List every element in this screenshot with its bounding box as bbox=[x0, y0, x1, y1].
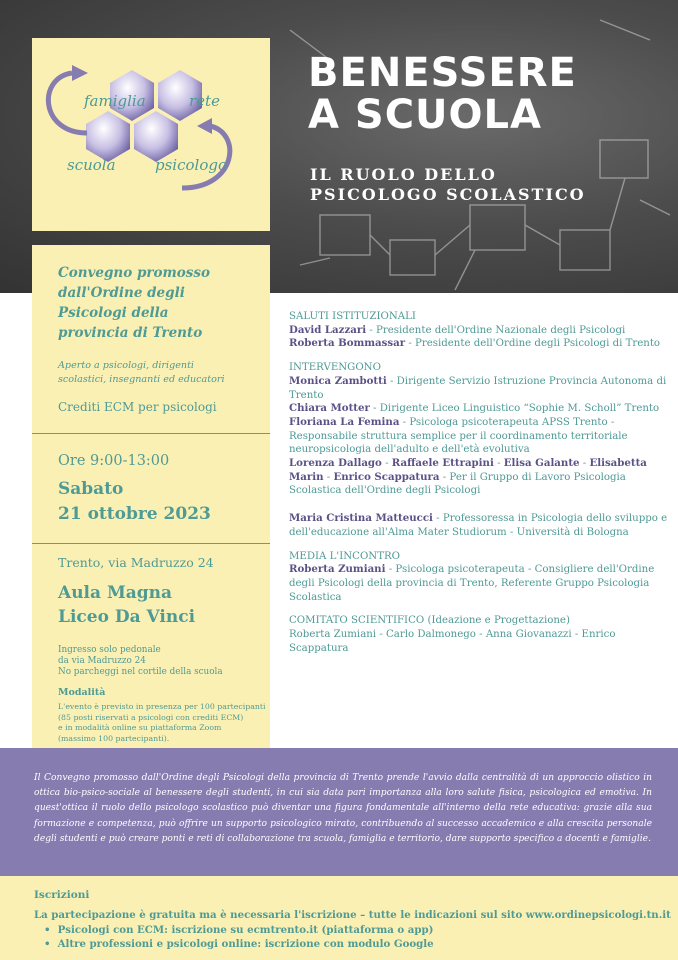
bullet-icon: • bbox=[44, 924, 58, 936]
speaker-entry bbox=[289, 457, 669, 498]
event-address: Trento, via Madruzzo 24 bbox=[58, 555, 214, 570]
hexagon-logo bbox=[32, 38, 270, 231]
speaker-name: Elisa Galante bbox=[503, 457, 580, 470]
speaker-name: Roberta Bommassar bbox=[289, 337, 406, 350]
separator: - bbox=[381, 458, 392, 470]
speaker-role: - Per il Gruppo di Lavoro Psicologia Scolastica dell'Ordine degli Psicologi bbox=[289, 471, 626, 497]
registration-title: Iscrizioni bbox=[34, 889, 90, 901]
logo-box bbox=[32, 38, 270, 231]
speaker-name: Elisabetta Marin bbox=[289, 457, 647, 483]
speaker-entry bbox=[289, 375, 669, 402]
sidebar-divider bbox=[32, 433, 270, 434]
speaker-name: Raffaele Ettrapini bbox=[391, 457, 494, 470]
speaker-name: Lorenza Dallago bbox=[289, 457, 382, 470]
audience-line: Aperto a psicologi, dirigenti bbox=[58, 360, 195, 371]
speaker-name: Chiara Motter bbox=[289, 402, 370, 415]
registration-list bbox=[44, 923, 434, 951]
subtitle-line-2: PSICOLOGO SCOLASTICO bbox=[310, 185, 586, 204]
registration-item-text: Psicologi con ECM: iscrizione su ecmtrento.it (piattaforma o app) bbox=[57, 924, 434, 936]
speaker-entry bbox=[289, 563, 669, 604]
promo-line: dall'Ordine degli bbox=[58, 285, 185, 301]
keynote-section bbox=[289, 512, 669, 539]
access-line: No parcheggi nel cortile della scuola bbox=[58, 667, 223, 677]
program-section bbox=[289, 310, 669, 655]
event-day: Sabato bbox=[58, 479, 124, 499]
venue-line: Aula Magna bbox=[58, 583, 173, 603]
media-section bbox=[289, 550, 669, 605]
separator: - bbox=[579, 458, 590, 470]
registration-item-text: Altre professioni e psicologi online: iscrizione con modulo Google bbox=[57, 938, 434, 950]
arrow-right-head-icon bbox=[197, 118, 212, 134]
audience-line: scolastici, insegnanti ed educatori bbox=[58, 374, 225, 385]
registration-intro: La partecipazione è gratuita ma è necessaria l'iscrizione – tutte le indicazioni sul sito www.ordinepsicologi.tn.it bbox=[34, 909, 671, 921]
modality-line: (85 posti riservati a psicologi con crediti ECM) bbox=[58, 712, 244, 722]
section-heading: COMITATO SCIENTIFICO (Ideazione e Progettazione) bbox=[289, 615, 570, 627]
registration-item bbox=[44, 937, 434, 951]
speaker-name: Enrico Scappatura bbox=[333, 470, 440, 483]
arrow-left-head-icon bbox=[72, 65, 88, 81]
speaker-role: - Psicologa psicoterapeuta - Consigliere dell'Ordine degli Psicologi della provincia di Trento, Referente Gruppo Psicologia Scolastica bbox=[289, 564, 655, 603]
logo-word-famiglia: famiglia bbox=[84, 92, 146, 110]
speaker-entry bbox=[289, 324, 669, 338]
access-line: da via Madruzzo 24 bbox=[58, 656, 146, 666]
modality-title: Modalità bbox=[58, 687, 106, 698]
section-heading: SALUTI ISTITUZIONALI bbox=[289, 311, 416, 322]
speaker-name: Floriana La Femina bbox=[289, 415, 400, 428]
hexagon-shapes bbox=[86, 70, 202, 162]
registration-section bbox=[0, 876, 678, 960]
title-line-2: A SCUOLA bbox=[308, 92, 542, 138]
access-line: Ingresso solo pedonale bbox=[58, 645, 161, 655]
committee-members: Roberta Zumiani - Carlo Dalmonego - Anna Giovanazzi - Enrico Scappatura bbox=[289, 629, 616, 654]
modality-line: L'evento è previsto in presenza per 100 partecipanti bbox=[58, 702, 266, 711]
comitato-section bbox=[289, 614, 669, 655]
main-title bbox=[308, 52, 577, 136]
logo-word-rete: rete bbox=[189, 92, 220, 110]
sidebar-divider bbox=[32, 543, 270, 544]
separator: - bbox=[323, 471, 334, 483]
audience-text bbox=[58, 359, 225, 387]
saluti-section bbox=[289, 310, 669, 351]
section-heading: MEDIA L'INCONTRO bbox=[289, 550, 401, 562]
speaker-name: Roberta Zumiani bbox=[289, 563, 386, 576]
speaker-entry bbox=[289, 337, 669, 351]
modality-text bbox=[58, 702, 268, 744]
ecm-credits: Crediti ECM per psicologi bbox=[58, 400, 217, 414]
subtitle bbox=[310, 165, 586, 205]
speaker-entry bbox=[289, 416, 669, 457]
speaker-entry bbox=[289, 512, 669, 539]
logo-word-scuola: scuola bbox=[67, 156, 116, 174]
info-sidebar bbox=[32, 245, 270, 755]
speaker-entry bbox=[289, 402, 669, 416]
promo-line: provincia di Trento bbox=[58, 325, 203, 341]
registration-item bbox=[44, 923, 434, 937]
promo-line: Psicologi della bbox=[58, 305, 169, 321]
speaker-role: - Presidente dell'Ordine Nazionale degli Psicologi bbox=[366, 324, 626, 336]
access-info bbox=[58, 645, 223, 678]
speaker-role: - Psicologa psicoterapeuta APSS Trento - Responsabile struttura semplice per il coordinamento territoriale neuropsicologia dell'adulto e dell'età evolutiva bbox=[289, 416, 628, 456]
speaker-role: - Professoressa in Psicologia dello sviluppo e dell'educazione all'Alma Mater Studiorum - Università di Bologna bbox=[289, 513, 668, 538]
section-heading: INTERVENGONO bbox=[289, 362, 381, 374]
event-time: Ore 9:00-13:00 bbox=[58, 453, 170, 469]
modality-line: (massimo 100 partecipanti). bbox=[58, 733, 170, 743]
speaker-name: Maria Cristina Matteucci bbox=[289, 512, 433, 525]
speaker-name: David Lazzari bbox=[289, 323, 367, 336]
speaker-role: - Dirigente Servizio Istruzione Provincia Autonoma di Trento bbox=[289, 375, 667, 401]
speaker-name: Monica Zambotti bbox=[289, 374, 387, 387]
event-date: 21 ottobre 2023 bbox=[58, 504, 211, 524]
promo-text bbox=[58, 263, 210, 343]
logo-word-psicologo: psicologo bbox=[155, 156, 227, 174]
subtitle-line-1: IL RUOLO DELLO bbox=[310, 165, 497, 184]
modality-line: e in modalità online su piattaforma Zoom bbox=[58, 723, 222, 732]
speaker-role: - Presidente dell'Ordine degli Psicologi di Trento bbox=[405, 338, 661, 350]
speaker-role: - Dirigente Liceo Linguistico “Sophie M. Scholl” Trento bbox=[369, 403, 660, 415]
title-line-1: BENESSERE bbox=[308, 50, 577, 96]
description-text: Il Convegno promosso dall'Ordine degli Psicologi della provincia di Trento prende l'avvio dalla centralità di un approccio olistico in ottica bio-psico-sociale al benessere degli studenti, in cui sia data pari importanza alla loro salute fisica, psicologica ed emotiva. In quest'ottica il ruolo dello psicologo scolastico può diventar una figura fondamentale all'interno della rete educativa: grazie alla sua formazione e competenza, può offrire un supporto psicologico mirato, contribuendo al successo accademico e alla crescita personale degli studenti e può creare ponti e reti di collaborazione tra scuola, famiglia e territorio, dare supporto specifico a docenti e famiglie. bbox=[34, 773, 652, 844]
arrow-left-icon bbox=[48, 73, 87, 133]
promo-line: Convegno promosso bbox=[58, 265, 211, 281]
event-venue bbox=[58, 581, 195, 629]
venue-line: Liceo Da Vinci bbox=[58, 607, 196, 627]
bullet-icon: • bbox=[44, 938, 58, 950]
intervengono-section bbox=[289, 361, 669, 498]
separator: - bbox=[493, 458, 504, 470]
